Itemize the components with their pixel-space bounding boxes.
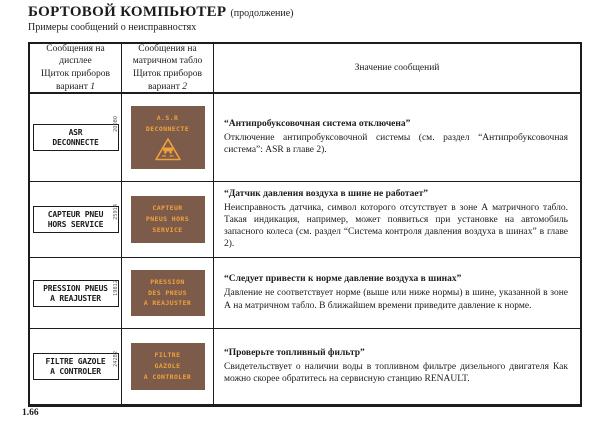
matrix-display	[131, 196, 205, 242]
lcd-line: A CONTROLER	[50, 367, 101, 376]
matrix-line: A CONTROLER	[143, 372, 192, 381]
meaning-cell	[214, 94, 580, 182]
header-line: Сообщения на	[138, 43, 197, 54]
header-line: матричном табло	[132, 56, 203, 67]
message-body: Свидетельствует о наличии воды в топливном фильтре дизельного двигателя Как можно скорее обратитесь на сервисную станцию RENAULT.	[224, 361, 568, 384]
matrix-display-cell	[122, 258, 214, 329]
matrix-display-cell	[122, 94, 214, 182]
matrix-line: SERVICE	[152, 225, 183, 234]
ref-code: 20080	[113, 116, 119, 132]
message-body: Отключение антипробуксовочной системы (см. раздел “Антипробуксовочная система”: ASR в главе 2).	[224, 132, 568, 155]
matrix-display	[131, 106, 205, 169]
lcd-line: HORS SERVICE	[47, 220, 104, 229]
variant-number: 2	[182, 81, 187, 92]
lcd-line: ASR	[68, 128, 83, 137]
matrix-line: PRESSION	[150, 277, 185, 286]
matrix-line: DES PNEUS	[148, 288, 187, 297]
matrix-display	[131, 343, 205, 389]
matrix-line: A.S.R	[156, 113, 179, 122]
lcd-line: A REAJUSTER	[50, 293, 101, 303]
lcd-line: PRESSION PNEUS	[43, 283, 108, 293]
variant-label: вариант	[148, 81, 180, 92]
matrix-line: PNEUS HORS	[145, 215, 190, 224]
page-title	[28, 4, 568, 21]
header-variant	[56, 81, 95, 94]
ref-code: 24282	[113, 351, 119, 367]
page-title-text: БОРТОВОЙ КОМПЬЮТЕР	[28, 4, 227, 20]
display-message-cell	[30, 94, 122, 182]
message-body: Неисправность датчика, символ которого отсутствует в зоне А матричного табло. Такая индикация, например, может появиться при установке на автомобиль запасного колеса (см. раздел “Система контроля давления воздуха в шинах” в главе 2).	[224, 202, 568, 250]
message-title: “Проверьте топливный фильтр”	[224, 347, 365, 358]
matrix-display-cell	[122, 182, 214, 258]
meaning-cell	[214, 329, 580, 404]
matrix-line: DECONNECTE	[145, 124, 190, 133]
meaning-cell	[214, 258, 580, 329]
page-heading	[28, 4, 568, 33]
lcd-display	[33, 280, 119, 307]
page-title-suffix: (продолжение)	[230, 8, 294, 19]
header-col-meaning: Значение сообщений	[214, 44, 580, 94]
ref-code: 19812	[113, 280, 119, 296]
page-number: 1.66	[22, 408, 39, 418]
header-line: Щиток приборов	[133, 69, 202, 79]
header-line: Щиток приборов	[41, 69, 110, 79]
matrix-line: FILTRE	[154, 351, 181, 360]
message-title: “Следует привести к норме давление воздуха в шинах”	[224, 274, 462, 285]
matrix-line: CAPTEUR	[152, 204, 183, 213]
matrix-line: GAZOLE	[154, 362, 181, 371]
display-message-cell	[30, 182, 122, 258]
meaning-cell	[214, 182, 580, 258]
matrix-display-cell	[122, 329, 214, 404]
lcd-display	[33, 124, 119, 151]
lcd-line: FILTRE GAZOLE	[45, 357, 106, 366]
header-line: дисплее	[59, 56, 92, 67]
fault-messages-table	[28, 42, 582, 407]
header-variant	[148, 81, 187, 94]
display-message-cell	[30, 329, 122, 404]
header-col-display	[30, 44, 122, 94]
header-line: Сообщения на	[46, 43, 105, 54]
ref-code: 25914	[113, 204, 119, 220]
matrix-line: A REAJUSTER	[143, 299, 192, 308]
variant-number: 1	[90, 81, 95, 92]
skid-warning-triangle-icon	[154, 137, 182, 162]
page-subtitle: Примеры сообщений о неисправностях	[28, 22, 197, 33]
matrix-display	[131, 270, 205, 316]
lcd-display	[33, 353, 119, 380]
lcd-line: CAPTEUR PNEU	[47, 210, 104, 219]
message-title: “Антипробуксовочная система отключена”	[224, 118, 411, 129]
variant-label: вариант	[56, 81, 88, 92]
lcd-line: DECONNECTE	[52, 138, 99, 147]
header-col-matrix	[122, 44, 214, 94]
lcd-display	[33, 206, 119, 233]
message-body: Давление не соответствует норме (выше или ниже нормы) в шине, указанной в зоне А на матричном табло. В ближайшем времени приведите давление к норме.	[224, 288, 568, 311]
display-message-cell	[30, 258, 122, 329]
message-title: “Датчик давления воздуха в шине не работает”	[224, 188, 429, 199]
